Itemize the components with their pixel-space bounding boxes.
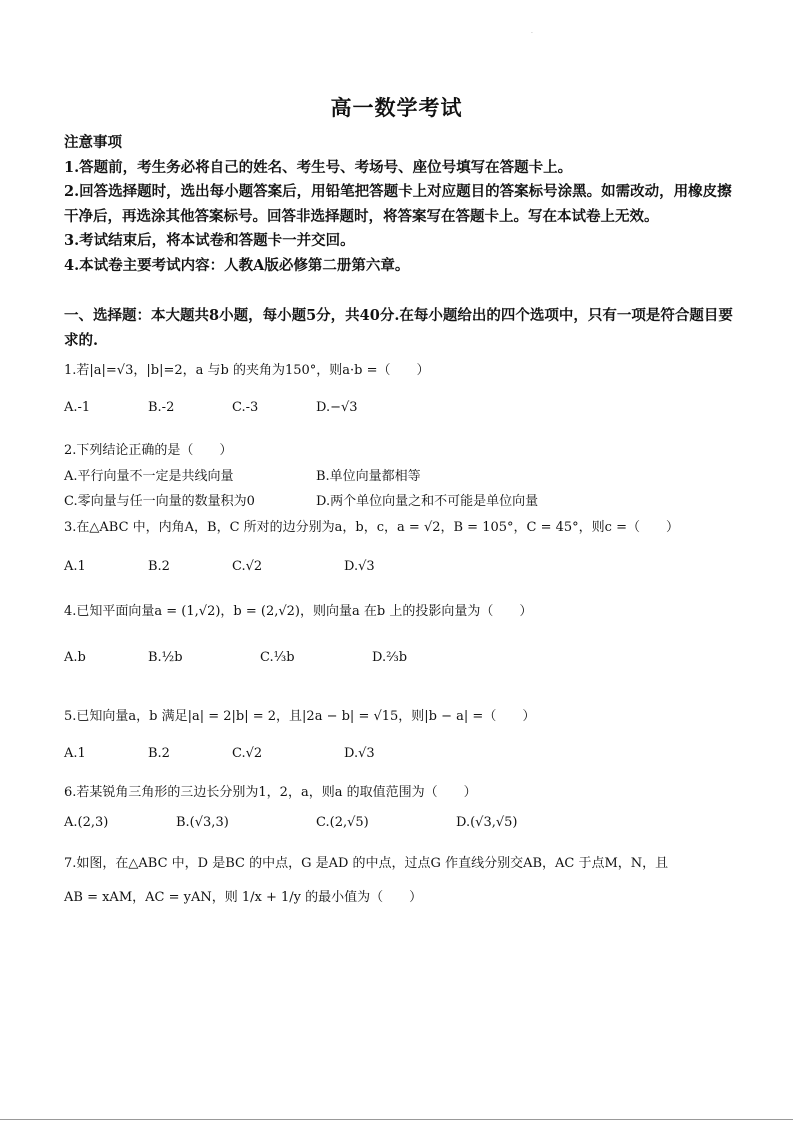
question-stem: 2.下列结论正确的是（ ） <box>64 443 233 458</box>
option-a: A.1 <box>64 746 86 761</box>
notice-item: 2.回答选择题时，选出每小题答案后，用铅笔把答题卡上对应题目的答案标号涂黑。如需改动，用橡皮擦干净后，再选涂其他答案标号。回答非选择题时，将答案写在答题卡上。写在本试卷上无效。 <box>64 183 732 225</box>
section-heading: 一、选择题：本大题共8小题，每小题5分，共40分.在每小题给出的四个选项中，只有一项是符合题目要求的. <box>64 307 733 349</box>
page-bottom-rule <box>0 1119 793 1120</box>
option-c: C.√2 <box>232 559 263 574</box>
option-a: A.(2,3) <box>64 815 109 830</box>
option-a: A.-1 <box>64 400 91 415</box>
notice-heading: 注意事项 <box>64 134 122 151</box>
question-stem: 3.在△ABC 中，内角A，B，C 所对的边分别为a，b，c，a = √2，B = 105°，C = 45°，则c =（ ） <box>64 520 679 535</box>
notice-item: 1.答题前，考生务必将自己的姓名、考生号、考场号、座位号填写在答题卡上。 <box>64 158 573 176</box>
option-d: D.⅔b <box>372 650 408 665</box>
option-c: C.-3 <box>232 400 259 415</box>
option-c: C.√2 <box>232 746 263 761</box>
option-a: A.1 <box>64 559 86 574</box>
notice-block <box>64 131 736 278</box>
option-d: D.√3 <box>344 559 375 574</box>
option-c: C.零向量与任一向量的数量积为0 <box>64 494 255 509</box>
option-b: B.2 <box>148 746 170 761</box>
question-stem: 1.若|a|=√3，|b|=2，a 与b 的夹角为150°，则a·b =（ ） <box>64 363 430 378</box>
option-d: D.−√3 <box>316 400 358 415</box>
option-b: B.½b <box>148 650 183 665</box>
question-stem: 7.如图，在△ABC 中，D 是BC 的中点，G 是AD 的中点，过点G 作直线分别交AB，AC 于点M，N，且 <box>64 856 669 871</box>
option-a: A.平行向量不一定是共线向量 <box>64 469 234 484</box>
notice-item: 4.本试卷主要考试内容：人教A版必修第二册第六章。 <box>64 256 410 274</box>
option-d: D.√3 <box>344 746 375 761</box>
option-b: B.2 <box>148 559 170 574</box>
option-a: A.b <box>64 650 86 665</box>
option-c: C.(2,√5) <box>316 815 369 830</box>
option-c: C.⅓b <box>260 650 295 665</box>
notice-item: 3.考试结束后，将本试卷和答题卡一并交回。 <box>64 232 355 249</box>
question-stem: 6.若某锐角三角形的三边长分别为1，2，a，则a 的取值范围为（ ） <box>64 785 477 800</box>
option-b: B.-2 <box>148 400 175 415</box>
option-b: B.(√3,3) <box>176 815 229 830</box>
page-title: 高一数学考试 <box>330 95 463 120</box>
question-stem: 5.已知向量a，b 满足|a| = 2|b| = 2，且|2a − b| = √15，则|b − a| =（ ） <box>64 709 536 724</box>
option-b: B.单位向量都相等 <box>316 469 421 484</box>
option-d: D.(√3,√5) <box>456 815 518 830</box>
corner-mark: · <box>531 30 533 37</box>
question-stem: 4.已知平面向量a = (1,√2)，b = (2,√2)，则向量a 在b 上的投影向量为（ ） <box>64 604 533 619</box>
option-d: D.两个单位向量之和不可能是单位向量 <box>316 494 539 509</box>
question-stem-continued: AB = xAM，AC = yAN，则 1/x + 1/y 的最小值为（ ） <box>64 890 423 905</box>
